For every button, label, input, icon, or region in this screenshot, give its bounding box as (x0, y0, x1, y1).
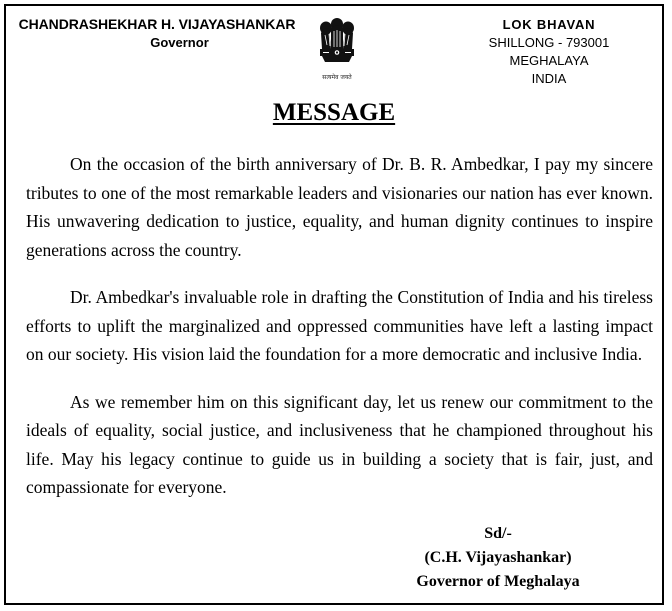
signatory-name: (C.H. Vijayashankar) (424, 549, 572, 566)
message-heading-text: MESSAGE (272, 99, 396, 126)
message-paragraph-2: Dr. Ambedkar's invaluable role in drafting the Constitution of India and his tireless efforts to uplift the marginalized and oppressed communities have left a lasting impact on our society. His vision laid the foundation for a more democratic and inclusive India. (26, 287, 653, 364)
signature-block (398, 522, 598, 594)
state-emblem-icon (313, 15, 361, 85)
message-body (26, 150, 653, 521)
message-heading (6, 98, 662, 128)
address-line-1: LOK BHAVAN (502, 17, 596, 32)
message-paragraph-3: As we remember him on this significant day, let us renew our commitment to the ideals of equality, social justice, and inclusiveness that he championed throughout his life. May his legacy continue to guide us in building a society that is fair, just, and compassionate for everyone. (26, 391, 653, 497)
address-line-3: MEGHALAYA (509, 53, 589, 68)
sender-name: CHANDRASHEKHAR H. VIJAYASHANKAR (18, 16, 296, 32)
address-line-2: SHILLONG - 793001 (488, 35, 610, 50)
address-block (474, 16, 624, 88)
message-paragraph-1: On the occasion of the birth anniversary of Dr. B. R. Ambedkar, I pay my sincere tributes to one of the most remarkable leaders and visionaries our nation has ever known. His unwavering dedication to justice, equality, and human dignity continues to inspire generations across the country. (26, 154, 653, 260)
message-document (4, 4, 664, 605)
sender-block (12, 16, 302, 51)
sender-title: Governor (150, 35, 209, 50)
signature-sd: Sd/- (484, 525, 512, 542)
address-line-4: INDIA (531, 71, 567, 86)
signatory-designation: Governor of Meghalaya (416, 573, 580, 590)
emblem-caption: सत्यमेव जयते (322, 74, 352, 81)
